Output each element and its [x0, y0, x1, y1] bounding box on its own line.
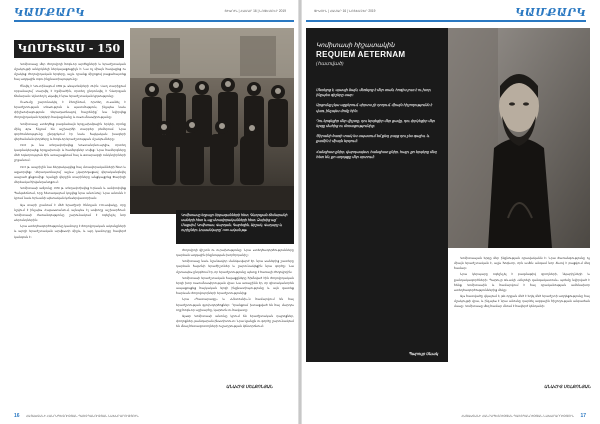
poem-signature: Պարույր Սևակ — [408, 352, 438, 356]
header-rule — [14, 20, 294, 22]
photo-caption: Կոմիտասը եղբայր Սրբազանների հետ, Գևորգյան ճեմարանի սաների հետ և այլ մտավորականների հետ։ Ձախից աջ՝ Մաքսիմ, Կոմիտաս, Վարդան, Գարեգին, Արշակ, Վաղարշ և ուրիշներ։ Լուսանկարը՝ 1900-ական թթ. — [176, 210, 294, 244]
paragraph: Նրա կերպարը ոգեշնչել է բազմաթիվ գրողների, նկարիչների և քանդակագործների։ Պարույր Սևակի «Անլռելի զանգակատուն» պոեմը նվիրված է հենց Կոմիտասին և համարվում է հայ գրականության ամենախոր ստեղծագործություններից մեկը։ — [454, 272, 590, 292]
page-footer: ՀԱՅԱՍՏԱՆԻ ՀԱՆՐԱՊԵՏՈՒԹՅԱՆ ՊԱՇՏՊԱՆՈՒԹՅԱՆ ՆԱԽԱՐԱՐՈՒԹՅՈՒՆ — [26, 414, 139, 418]
headline-title: REQUIEM AETERNAM — [316, 50, 406, 59]
paragraph: Նրա «Պատարագը» և «Անտունի»-ն համարվում են հայ երաժշտության գլուխգործոցներ։ Դրանցում խտացված են հայ մարդու ողջ հոգևոր աշխարհը, կարոտն ու հավատը։ — [176, 297, 294, 312]
page-number: 16 — [14, 413, 20, 419]
paragraph: Կոմիտասյան երգը մեր ինքնության գրավականն է։ Նրա ժառանգությունը ոչ միայն երաժշտական է, այլև հոգևոր, որն ամեն անգամ նոր ձևով է բացվում մեզ համար։ — [454, 256, 590, 271]
verse: Հանգիստ քնիր, վարդապետ, հանգիստ քնիր, հայր, քո երգերը մեզ հետ են, քո աղոթքը մեր սրտում։ — [316, 149, 437, 159]
left-text-column — [14, 62, 126, 398]
headline-note: (հատված) — [316, 62, 344, 67]
right-text-column — [176, 248, 294, 368]
portrait-photo — [448, 28, 590, 248]
magazine-logo: ԿԱՄՔԱՐԿ — [515, 6, 586, 19]
page-header-info: ՅԻՍՈՒՆ | ՀԱՄԱՐ 16 | ՆՈՅԵՄԲԵՐ 2019 — [224, 9, 286, 13]
poem-excerpt — [306, 84, 448, 362]
author-name: ԱՆԱՀԻՏ ՄԵԼՔՈՆՅԱՆ — [226, 384, 273, 389]
paragraph: Կոմիտասը նաև նշանավոր մանկավարժ էր. նրա սաներից շատերը դարձան հայտնի երաժիշտներ և շարունակեցին նրա գործը։ Նա մշտապես ընդգծում էր, որ երաժշտությունը պետք է ծառայի ժողովրդին։ — [176, 259, 294, 274]
group-photo — [130, 28, 294, 214]
paragraph: Այս հատվածը վկայում է, թե որքան մեծ է եղել մեծ երաժշտի ազդեցությունը հայ մշակույթի վրա, և ինչպես է նրա անունը դարձել ազգային հիշողության անբաժան մասը։ Կոմիտասը մեզ համար մնում է հավերժ կենդանի։ — [454, 294, 590, 309]
page-header-info: ՅԻՍՈՒՆ | ՀԱՄԱՐ 16 | ՆՈՅԵՄԲԵՐ 2019 — [314, 9, 376, 13]
headline-dedication: Կոմիտասի հիշատակին — [316, 42, 395, 49]
paragraph: Ուսումը շարունակել է Բեռլինում, որտեղ ուսանել է երաժշտության տեսություն և պատմություն, ինչպես նաև փիլիսոփայություն։ Վերադառնալով հայրենիք՝ նա նվիրվեց ժողովրդական երգերի հավաքմանը և ուսումնասիրությանը։ — [14, 100, 126, 120]
paragraph: Կոմիտասը ստեղծեց բազմաձայն երգչախմբային երկեր, որոնք մինչ օրս հնչում են աշխարհի տարբեր բեմերում։ Նրա գործունեությունը ընդգրկում էր նաև հայկական խազերի վերծանման փորձերը և հոգևոր երաժշտության մշակումները։ — [14, 121, 126, 141]
page-number: 17 — [580, 413, 586, 419]
right-page — [300, 0, 600, 424]
verse: Մեռելոց է, պապի ձայն, մեռելոց է մեր տան, հոգիս լուռ է ու խոր, ինչպես գիշերը սար։ — [316, 88, 432, 98]
paragraph: Կոմիտասի աճյունը 1936 թ. տեղափոխվեց Երևան և ամփոփվեց Պանթեոնում, որը հետագայում կոչվեց նրա անունով։ Նրա անունն է կրում նաև Երևանի պետական կոնսերվատորիան։ — [14, 186, 126, 201]
article-title: ԿՈՄԻՏԱՍ - 150 — [14, 40, 124, 58]
paragraph: Կոմիտասի երաժշտական հայացքները հիմնված էին ժողովրդական երգի խոր ուսումնասիրության վրա։ Նա առաջինն էր, որ գիտականորեն ապացուցեց հայկական երգի ինքնատիպությունը և այն զատեց հարևան ժողովուրդների երաժշտությունից։ — [176, 275, 294, 296]
paragraph: 1910 թ. նա տեղափոխվեց Կոստանդնուպոլիս, որտեղ կազմակերպեց երգչախումբ և համերգներ տվեց։ Նրա համերգները մեծ ոգևորություն էին առաջացնում հայ և օտարազգի ունկնդիրների շրջանում։ — [14, 143, 126, 163]
paragraph: Այսօր Կոմիտասի անունը կրում են երաժշտական դպրոցներ, փողոցներ, թանգարան-ինստիտուտ։ Նրա կյանքն ու գործը շարունակում են մնալ հետազոտողների ուշադրության կենտրոնում։ — [176, 313, 294, 329]
verse: Արցունք չկա աչքերում, սիրտս չի դողում, միայն հիշողությունն է վառ, ինչպես մոմը հին։ — [316, 103, 433, 113]
paragraph: Նրա ստեղծագործությունը կամուրջ է ժողովրդական ակունքների և արդի երաժշտական արվեստի միջև, և այդ կամուրջը հավերժ կանգուն է։ — [14, 224, 126, 239]
spine-gutter — [298, 0, 302, 424]
paragraph: Ծնվել է Կուտինայում 1869 թ. սեպտեմբերի 26-ին։ Վաղ տարիքում որբանալով՝ տարվել է Էջմիածին, որտեղ ընդունվել է Գևորգյան ճեմարան։ Այնտեղ էլ սկսվել է նրա երաժշտական կրթությունը։ — [14, 83, 126, 98]
magazine-logo: ԿԱՄՔԱՐԿ — [14, 6, 85, 19]
article-headline — [306, 28, 448, 84]
verse: Ծիրանի ծառի տակ ես սպասում եմ քեզ, բայց դու չես գալիս, և քամին է միայն երգում։ — [316, 134, 430, 144]
paragraph: Այս տարի լրանում է մեծ երաժշտի ծննդյան 150-ամյակը, որը նշվում է ինչպես Հայաստանում, այնպես էլ ամբողջ աշխարհում։ Կոմիտասի ժառանգությունը շարունակում է ոգեշնչել նոր սերունդներին։ — [14, 202, 126, 223]
paragraph: Կոմիտասը մեր ժողովրդի հոգևոր արժեքների և երաժշտական մշակույթի անկրկնելի ներկայացուցիչն է։ Նա ոչ միայն հավաքեց ու մշակեց ժողովրդական երգերը, այլև դրանց միջոցով բացահայտեց հայ ազգային ոգու ինքնատիպությունը։ — [14, 62, 126, 82]
header-rule — [306, 20, 586, 22]
author-name: ԱՆԱՀԻՏ ՄԵԼՔՈՆՅԱՆ — [544, 384, 591, 389]
verse: Դու երգեցիր մեր վիշտը, դու երգեցիր մեր ցավը, դու փրկեցիր մեր երգը մահից ու մոռացությունից։ — [316, 118, 435, 129]
page-footer: ՀԱՅԱՍՏԱՆԻ ՀԱՆՐԱՊԵՏՈՒԹՅԱՆ ՊԱՇՏՊԱՆՈՒԹՅԱՆ ՆԱԽԱՐԱՐՈՒԹՅՈՒՆ — [461, 414, 574, 418]
paragraph: ժողովրդի վիշտն ու ուրախությունը։ Նրա ստեղծագործությունները դարձան ազգային ինքնության խորհրդանիշ։ — [176, 248, 294, 258]
right-body-text — [454, 256, 590, 380]
paragraph: 1915 թ. ապրիլին նա ձերբակալվեց հայ մտավորականների հետ և աքսորվեց։ Վերադառնալով՝ այլևս չկարողացավ վերականգնվել ապրած ցնցումից։ Կյանքի վերջին տարիները անցկացրեց Փարիզի մերձակա հիվանդանոցում։ — [14, 164, 126, 184]
